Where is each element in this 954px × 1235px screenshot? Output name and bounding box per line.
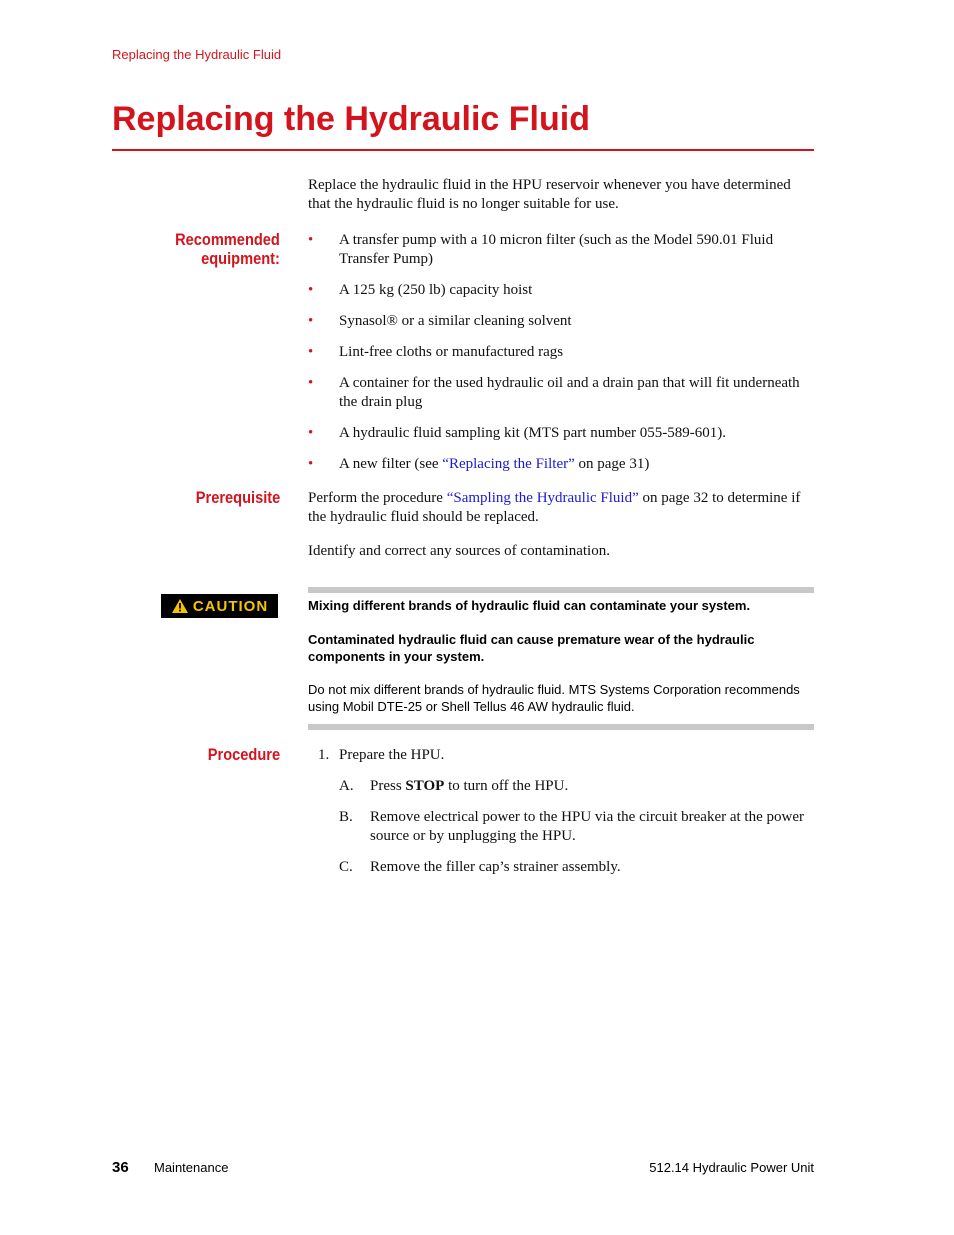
procedure-label: Procedure	[207, 745, 280, 764]
caution-top-rule	[308, 587, 814, 593]
substep-b: B. Remove electrical power to the HPU via the circuit breaker at the power source or by unplugging the HPU.	[339, 809, 804, 844]
bullet-icon: •	[308, 456, 314, 472]
list-item: • A hydraulic fluid sampling kit (MTS part number 055-589-601).	[308, 425, 727, 441]
prerequisite-paragraph: Perform the procedure “Sampling the Hydraulic Fluid” on page 32 to determine if the hydraulic fluid should be replaced.	[308, 490, 801, 525]
page-number: 36	[112, 1159, 129, 1176]
list-item: • A transfer pump with a 10 micron filter (such as the Model 590.01 Fluid Transfer Pump)	[308, 232, 774, 267]
step-1: 1. Prepare the HPU.	[318, 747, 445, 763]
recommended-label-line2: equipment:	[201, 249, 280, 268]
substep-letter: B.	[339, 809, 353, 825]
bullet-icon: •	[308, 344, 314, 360]
bullet-icon: •	[308, 375, 314, 391]
footer-section: Maintenance	[154, 1160, 229, 1175]
caution-line2: Contaminated hydraulic fluid can cause premature wear of the hydraulic components in your system.	[308, 632, 755, 664]
caution-line3: Do not mix different brands of hydraulic fluid. MTS Systems Corporation recommends using Mobil DTE-25 or Shell Tellus 46 AW hydraulic fluid.	[308, 682, 800, 714]
caution-label: CAUTION	[192, 597, 269, 615]
list-item: • A 125 kg (250 lb) capacity hoist	[308, 282, 533, 298]
procedure-steps	[308, 746, 814, 877]
replacing-filter-link[interactable]: “Replacing the Filter”	[442, 456, 575, 472]
step-number: 1.	[318, 747, 330, 763]
substep-a: A. Press STOP to turn off the HPU.	[339, 778, 569, 794]
list-item: • A new filter (see “Replacing the Filter” on page 31)	[308, 456, 650, 472]
bullet-icon: •	[308, 313, 314, 329]
bullet-icon: •	[308, 425, 314, 441]
caution-bottom-rule	[308, 724, 814, 730]
warning-triangle-icon	[171, 598, 189, 614]
equipment-list	[308, 231, 814, 474]
bullet-icon: •	[308, 232, 314, 248]
contamination-paragraph: Identify and correct any sources of contamination.	[308, 543, 610, 559]
list-item: • Synasol® or a similar cleaning solvent	[308, 313, 572, 329]
caution-line1: Mixing different brands of hydraulic fluid can contaminate your system.	[308, 598, 751, 613]
substep-c: C. Remove the filler cap’s strainer assembly.	[339, 859, 621, 875]
bullet-icon: •	[308, 282, 314, 298]
prerequisite-label: Prerequisite	[195, 488, 280, 507]
footer-product: 512.14 Hydraulic Power Unit	[649, 1160, 814, 1175]
recommended-label-line1: Recommended	[175, 230, 280, 249]
list-item: • Lint-free cloths or manufactured rags	[308, 344, 564, 360]
recommended-equipment-label	[175, 230, 280, 268]
list-item: • A container for the used hydraulic oil and a drain pan that will fit underneath the drain plug	[308, 375, 800, 410]
stop-keyword: STOP	[405, 778, 445, 794]
substep-letter: C.	[339, 859, 353, 875]
page-title: Replacing the Hydraulic Fluid	[112, 100, 590, 138]
caution-badge	[161, 594, 278, 618]
substep-letter: A.	[339, 778, 354, 794]
title-rule	[112, 149, 814, 151]
intro-paragraph: Replace the hydraulic fluid in the HPU reservoir whenever you have determined that the hydraulic fluid is no longer suitable for use.	[308, 177, 791, 212]
running-head: Replacing the Hydraulic Fluid	[112, 47, 282, 62]
sampling-fluid-link[interactable]: “Sampling the Hydraulic Fluid”	[446, 490, 639, 506]
